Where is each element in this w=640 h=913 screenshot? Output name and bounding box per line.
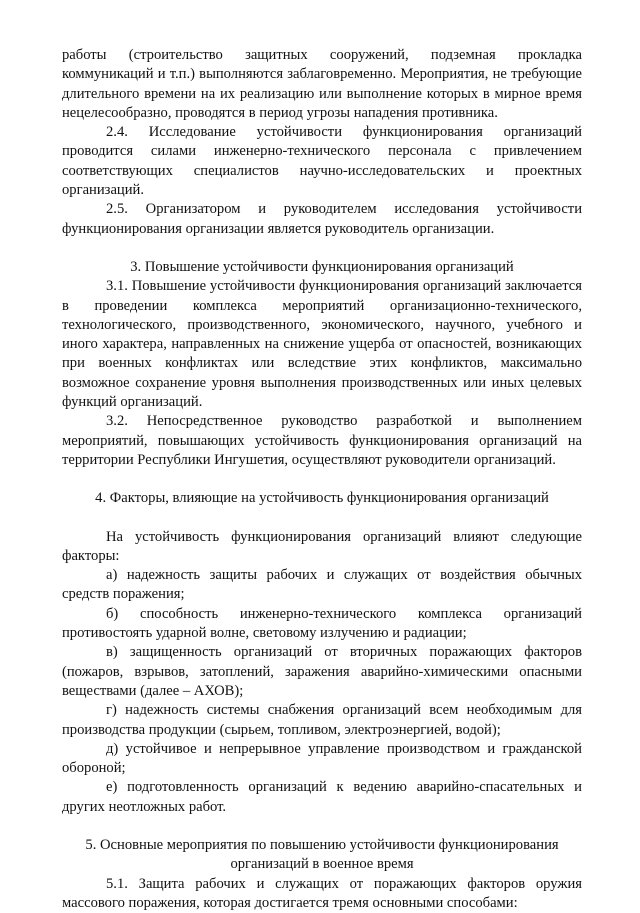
factor-item-a: а) надежность защиты рабочих и служащих от воздействия обычных средств поражения; xyxy=(62,567,582,603)
section-heading-5-line-2: организаций в военное время xyxy=(230,856,414,873)
spacer xyxy=(62,239,582,258)
factor-item-v: в) защищенность организаций от вторичных поражающих факторов (пожаров, взрывов, затоплений, заражения аварийно-химическими опасными веществами (далее – АХОВ); xyxy=(62,644,582,699)
paragraph-2-5: 2.5. Организатором и руководителем исследования устойчивости функционирования организации является руководитель организации. xyxy=(62,201,582,237)
paragraph-3-2: 3.2. Непосредственное руководство разработкой и выполнением мероприятий, повышающих устойчивость функционирования организаций на территории Республики Ингушетия, осуществляют руководители организаций. xyxy=(62,413,582,468)
section-heading-4: 4. Факторы, влияющие на устойчивость функционирования организаций xyxy=(95,490,549,507)
paragraph-5-1: 5.1. Защита рабочих и служащих от поражающих факторов оружия массового поражения, которая достигается тремя основными способами: xyxy=(62,875,582,911)
paragraph-intro: работы (строительство защитных сооружений, подземная прокладка коммуникаций и т.п.) выполняются заблаговременно. Мероприятия, не требующие длительного времени на их реализацию или выполнение которых в мирное время нецелесообразно, проводятся в период угрозы нападения противника. xyxy=(62,47,582,121)
spacer xyxy=(62,470,582,489)
paragraph-3-1: 3.1. Повышение устойчивости функционирования организаций заключается в проведении комплекса мероприятий организационно-технического, технологического, производственного, экономического, научного, учебного и иного характера, направленных на снижение ущерба от опасностей, возникающих при военных конфликтах или вследствие этих конфликтов, максимально возможное сохранение уровня выполнения производственных или иных целевых функций организаций. xyxy=(62,278,582,411)
paragraph-4-intro: На устойчивость функционирования организаций влияют следующие факторы: xyxy=(62,528,582,564)
spacer xyxy=(62,817,582,836)
section-heading-5-line-1: 5. Основные мероприятия по повышению устойчивости функционирования xyxy=(85,836,559,853)
factor-item-d: д) устойчивое и непрерывное управление производством и гражданской обороной; xyxy=(62,740,582,777)
document-page xyxy=(62,46,582,913)
spacer xyxy=(62,509,582,528)
paragraph-2-4: 2.4. Исследование устойчивости функционирования организаций проводится силами инженерно-технического персонала с привлечением соответствующих специалистов научно-исследовательских и проектных организаций. xyxy=(62,124,582,199)
factor-item-b: б) способность инженерно-технического комплекса организаций противостоять ударной волне, световому излучению и радиации; xyxy=(62,605,582,642)
section-heading-3: 3. Повышение устойчивости функционирования организаций xyxy=(130,258,514,275)
factor-item-g: г) надежность системы снабжения организаций всем необходимым для производства продукции (сырьем, топливом, электроэнергией, водой); xyxy=(62,702,582,738)
factor-item-e: е) подготовленность организаций к ведению аварийно-спасательных и других неотложных работ. xyxy=(62,779,582,815)
